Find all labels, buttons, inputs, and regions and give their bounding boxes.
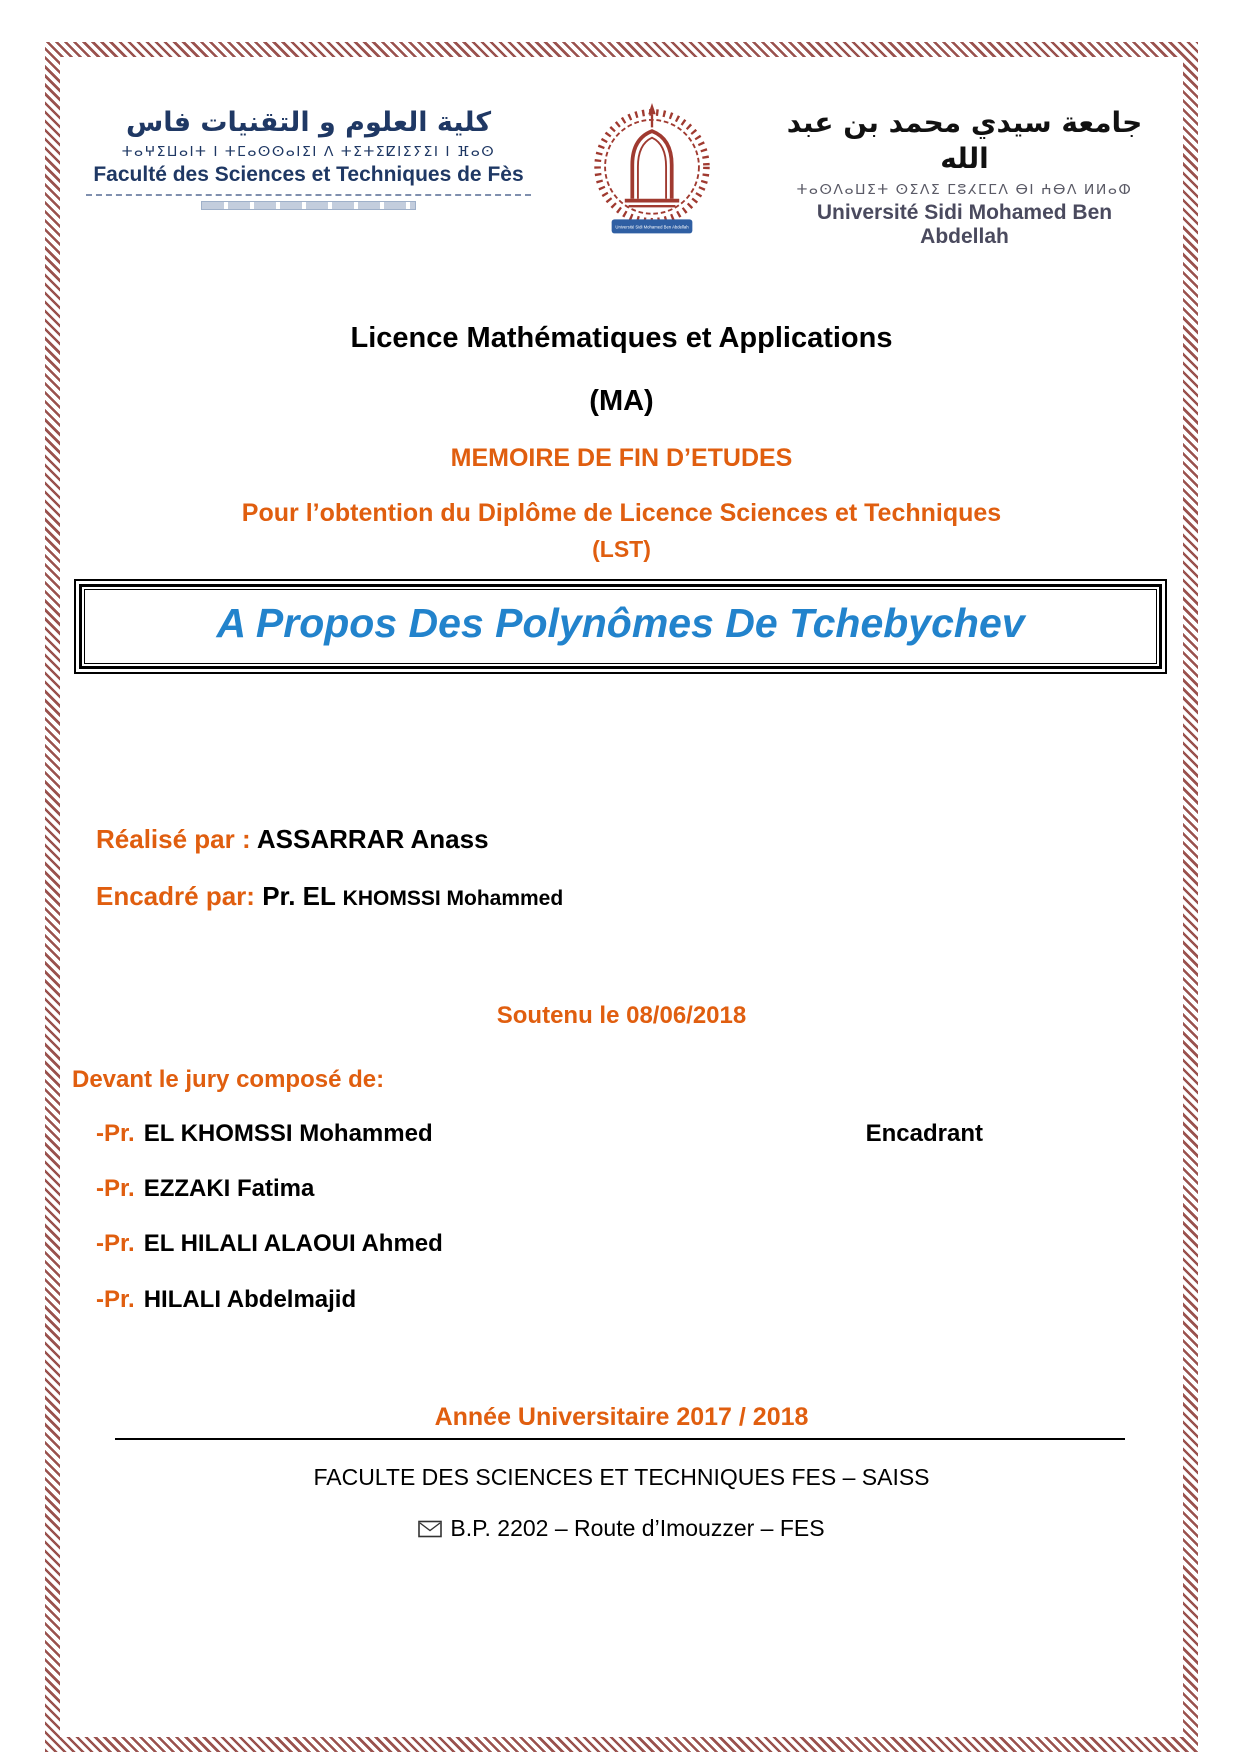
- realise-par-line: [60, 824, 1183, 855]
- footer-rule: [115, 1438, 1125, 1440]
- obtention-subheading: Pour l’obtention du Diplôme de Licence Sciences et Techniques: [241, 499, 1002, 527]
- header-separator-ornament: [201, 201, 416, 210]
- realise-par-label: Réalisé par :: [96, 824, 251, 854]
- university-name-arabic: جامعة سيدي محمد بن عبد الله: [786, 106, 1143, 176]
- jury-row: [60, 1118, 1183, 1149]
- address-text: B.P. 2202 – Route d’Imouzzer – FES: [450, 1514, 825, 1541]
- faculty-name-arabic: كلية العلوم و التقنيات فاس: [125, 107, 492, 138]
- header: [86, 105, 1157, 264]
- degree-abbreviation: (MA): [589, 385, 654, 417]
- logo-caption: Université Sidi Mohamed Ben Abdellah: [614, 224, 689, 230]
- supervisor-name-prefix: Pr. EL: [262, 881, 336, 911]
- encadre-par-line: [60, 881, 1183, 912]
- university-logo-icon: [591, 99, 713, 259]
- jury-member-prefix: -Pr.: [96, 1285, 135, 1313]
- thesis-title-box: [74, 579, 1167, 674]
- jury-row: [60, 1173, 1183, 1204]
- faculty-name-french: Faculté des Sciences et Techniques de Fès: [93, 163, 524, 187]
- jury-row: [60, 1228, 1183, 1259]
- decorative-border: [45, 42, 1198, 1752]
- university-name-french: Université Sidi Mohamed Ben Abdellah: [816, 200, 1113, 248]
- faculty-name-tifinagh: ⵜⴰⵖⵉⵡⴰⵏⵜ ⵏ ⵜⵎⴰⵙⵙⴰⵏⵉⵏ ⴷ ⵜⵉⵜⵉⵇⵏⵉⵢⵉⵏ ⵏ ⴼⴰⵙ: [121, 144, 496, 161]
- jury-member-name: EL KHOMSSI Mohammed: [143, 1120, 433, 1147]
- jury-member-role: Encadrant: [865, 1120, 983, 1147]
- degree-title: Licence Mathématiques et Applications: [350, 322, 893, 354]
- jury-member-prefix: -Pr.: [96, 1120, 135, 1147]
- jury-member-name: EL HILALI ALAOUI Ahmed: [143, 1230, 443, 1258]
- header-separator-line: [86, 194, 531, 196]
- jury-member-name: EZZAKI Fatima: [143, 1175, 315, 1203]
- mail-icon: [418, 1520, 442, 1538]
- memoire-heading: MEMOIRE DE FIN D’ETUDES: [450, 444, 793, 472]
- university-block: [772, 105, 1157, 249]
- footer-faculty-line: FACULTE DES SCIENCES ET TECHNIQUES FES – SAISS: [313, 1463, 930, 1490]
- footer-address-line: [60, 1515, 1183, 1542]
- faculty-block: [86, 105, 531, 210]
- jury-row: [60, 1284, 1183, 1315]
- defense-date-line: Soutenu le 08/06/2018: [496, 1002, 747, 1029]
- university-name-tifinagh: ⵜⴰⵙⴷⴰⵡⵉⵜ ⵙⵉⴷⵉ ⵎⵓⵃⵎⵎⴷ ⴱⵏ ⵄⴱⴷ ⵍⵍⴰⵀ: [796, 181, 1133, 198]
- thesis-title: A Propos Des Polynômes De Tchebychev: [216, 600, 1025, 646]
- lst-abbreviation: (LST): [592, 536, 651, 562]
- thesis-title-box-inner: [79, 584, 1162, 669]
- page-inner: [60, 57, 1183, 1737]
- jury-member-prefix: -Pr.: [96, 1230, 135, 1258]
- author-name: ASSARRAR Anass: [256, 824, 489, 854]
- encadre-par-label: Encadré par:: [96, 881, 255, 911]
- jury-member-prefix: -Pr.: [96, 1175, 135, 1203]
- university-logo: [587, 99, 717, 264]
- jury-member-name: HILALI Abdelmajid: [143, 1285, 357, 1313]
- thesis-title-box-inner2: [84, 589, 1157, 664]
- academic-year-line: Année Universitaire 2017 / 2018: [434, 1402, 809, 1431]
- jury-heading: Devant le jury composé de:: [72, 1066, 385, 1093]
- supervisor-name: KHOMSSI Mohammed: [342, 887, 564, 910]
